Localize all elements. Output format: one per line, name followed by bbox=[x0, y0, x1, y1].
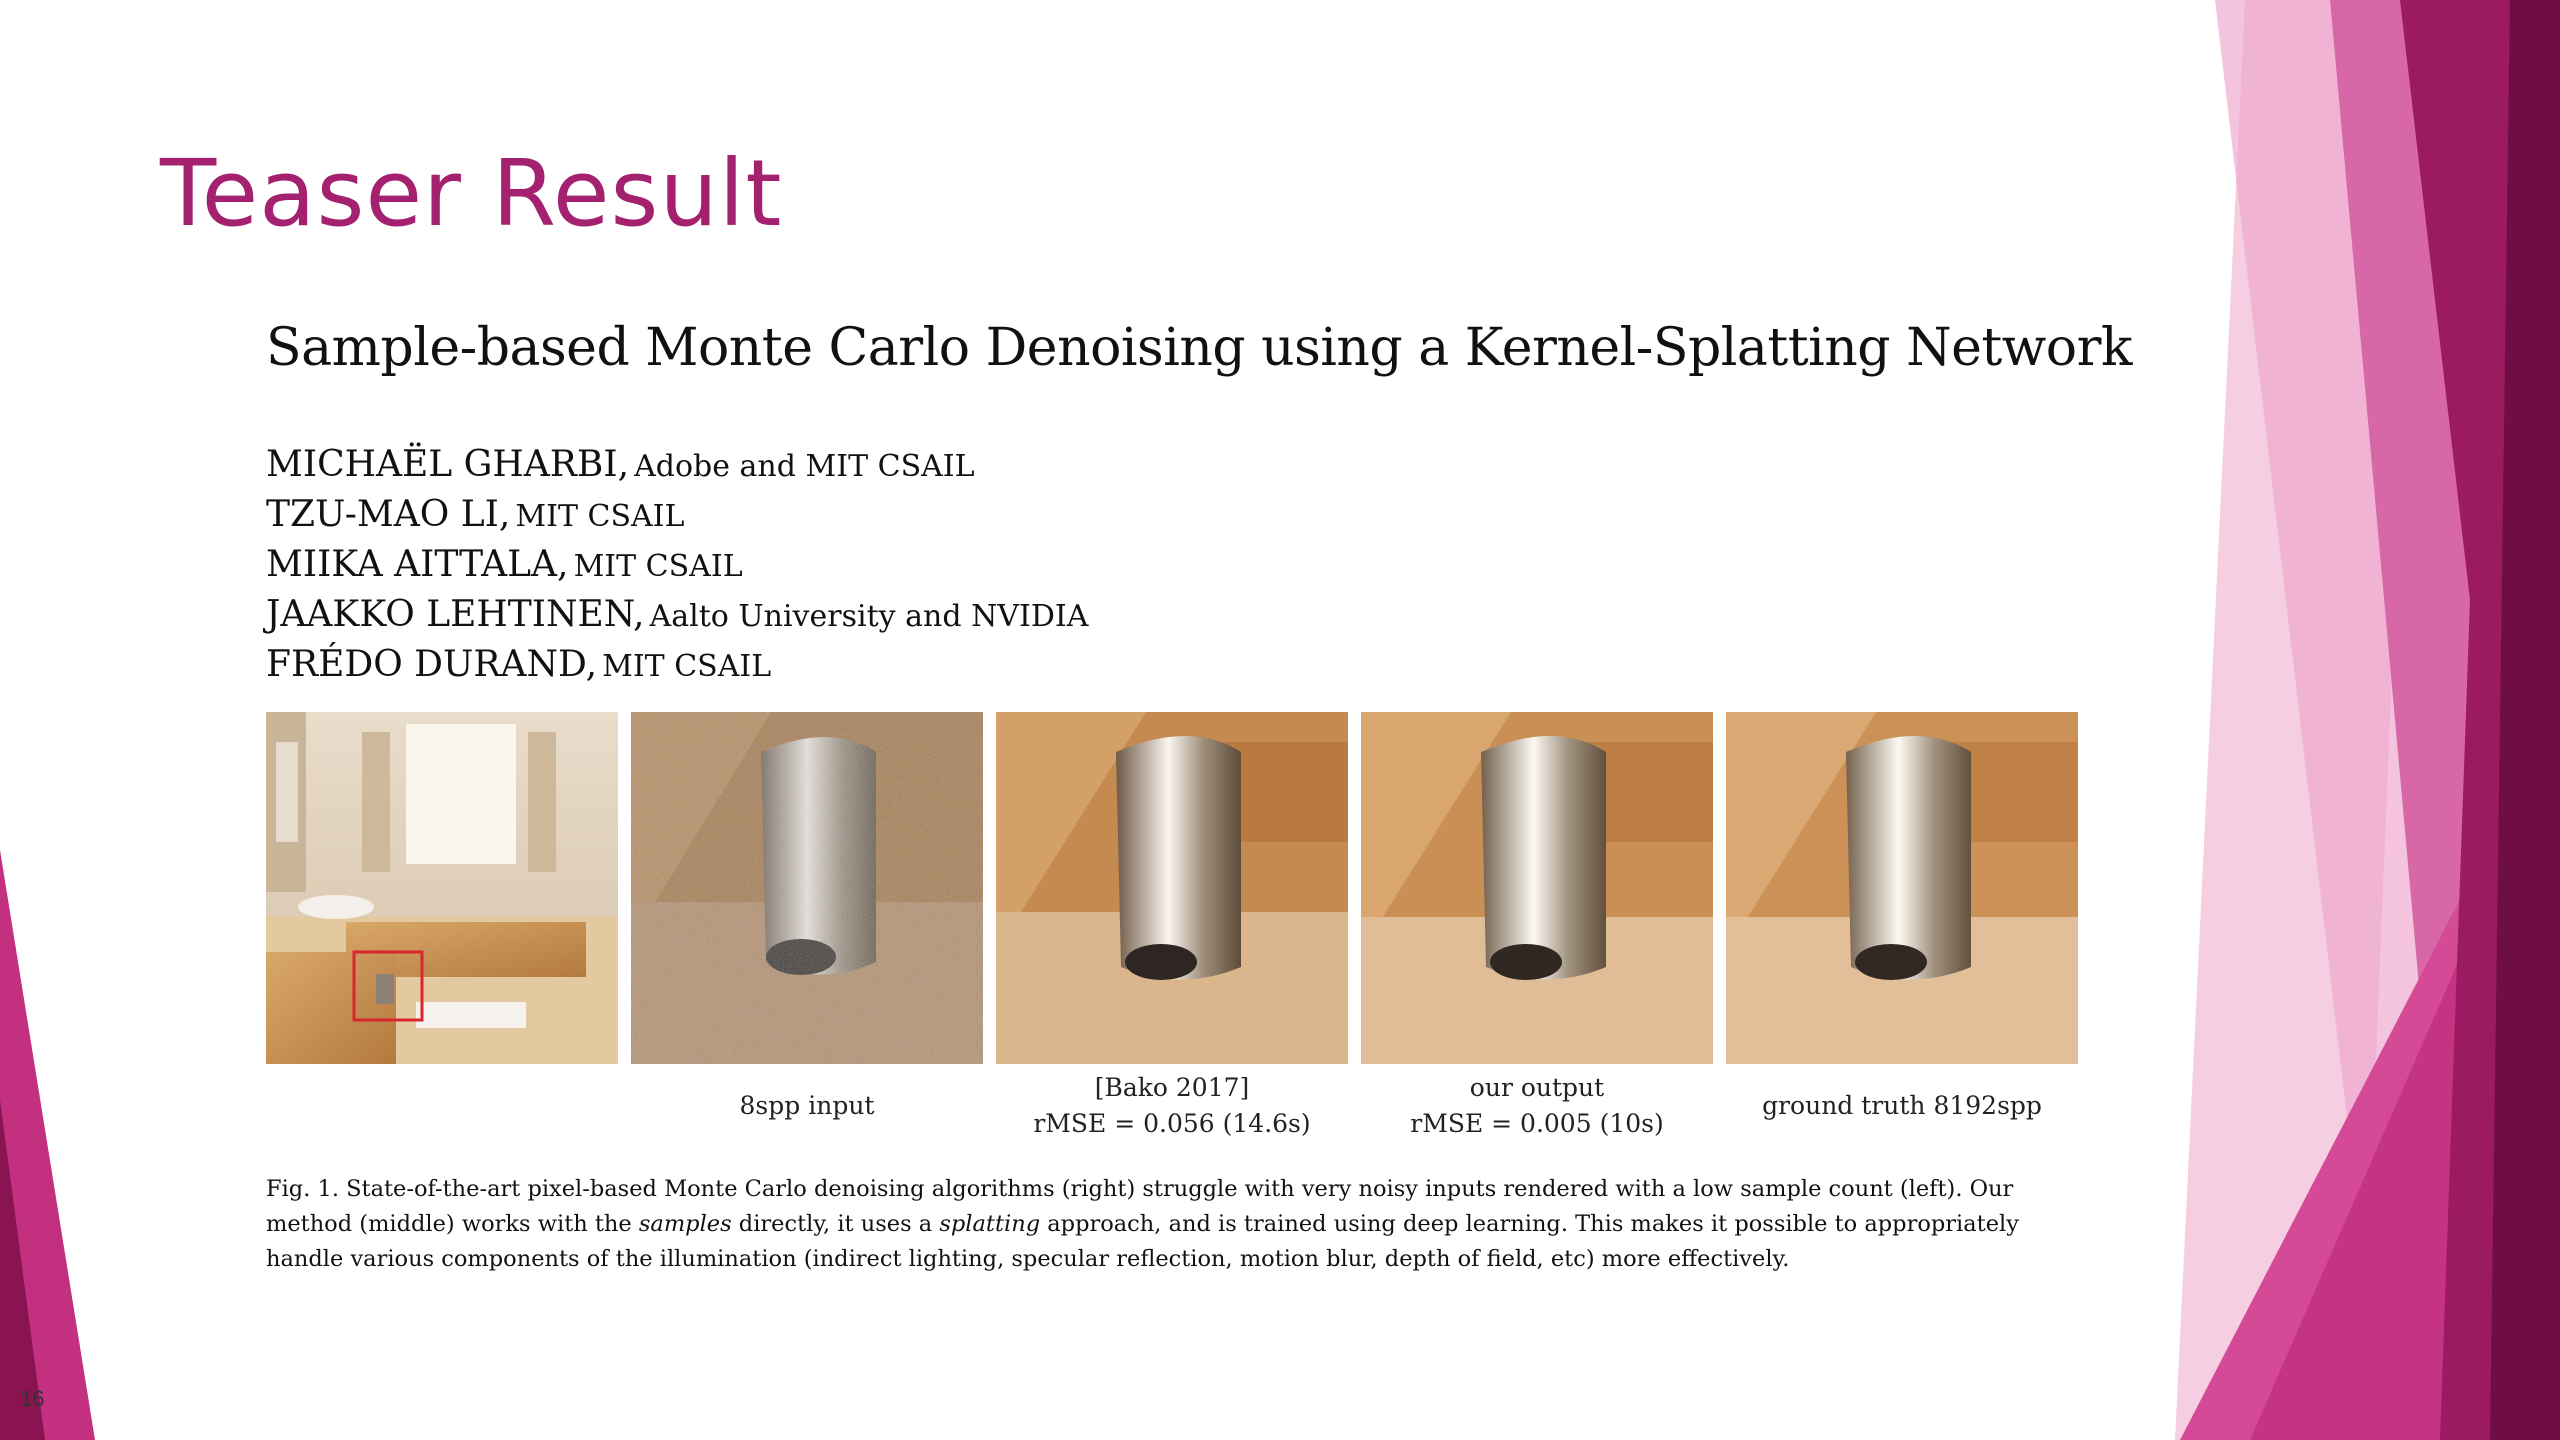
author-name: TZU-MAO LI, bbox=[266, 494, 511, 535]
author-name: MICHAËL GHARBI, bbox=[266, 444, 630, 485]
figure-caption bbox=[266, 1172, 2078, 1277]
author-line bbox=[266, 490, 1088, 540]
caption-emphasis: samples bbox=[638, 1211, 732, 1237]
ground-truth-image bbox=[1726, 712, 2078, 1064]
author-line bbox=[266, 590, 1088, 640]
author-list bbox=[266, 440, 1088, 690]
panel-caption-ground-truth bbox=[1726, 1088, 2078, 1124]
author-line bbox=[266, 540, 1088, 590]
caption-text: directly, it uses a bbox=[731, 1211, 940, 1237]
caption-text: approach, and is trained using deep learning. This makes it possible to appropriately bbox=[1040, 1211, 2019, 1237]
author-affiliation: MIT CSAIL bbox=[573, 549, 743, 584]
our-output-image bbox=[1361, 712, 1713, 1064]
panel-caption-input bbox=[631, 1088, 983, 1124]
teaser-figure bbox=[266, 712, 2078, 1064]
author-affiliation: Adobe and MIT CSAIL bbox=[634, 449, 975, 484]
author-line bbox=[266, 640, 1088, 690]
caption-line bbox=[266, 1207, 2078, 1242]
panel-caption-ours bbox=[1361, 1070, 1713, 1142]
author-name: MIIKA AITTALA, bbox=[266, 544, 569, 585]
caption-text: method (middle) works with the bbox=[266, 1211, 639, 1237]
panel-label: our output bbox=[1469, 1073, 1605, 1102]
panel-label: 8spp input bbox=[739, 1091, 875, 1120]
slide-number: 16 bbox=[20, 1386, 45, 1411]
bako-2017-result-image bbox=[996, 712, 1348, 1064]
panel-label: [Bako 2017] bbox=[1094, 1073, 1250, 1102]
paper-title: Sample-based Monte Carlo Denoising using a Kernel-Splatting Network bbox=[266, 318, 2132, 378]
caption-line: handle various components of the illumination (indirect lighting, specular reflection, motion blur, depth of field, etc) more effectively. bbox=[266, 1246, 1790, 1272]
author-affiliation: Aalto University and NVIDIA bbox=[649, 599, 1089, 634]
panel-metric: rMSE = 0.005 (10s) bbox=[1410, 1109, 1664, 1138]
author-name: FRÉDO DURAND, bbox=[266, 644, 598, 685]
author-line bbox=[266, 440, 1088, 490]
caption-emphasis: splatting bbox=[939, 1211, 1041, 1237]
author-affiliation: MIT CSAIL bbox=[602, 649, 772, 684]
author-name: JAAKKO LEHTINEN, bbox=[266, 594, 645, 635]
noisy-input-image bbox=[631, 712, 983, 1064]
bathroom-scene-image bbox=[266, 712, 618, 1064]
author-affiliation: MIT CSAIL bbox=[515, 499, 685, 534]
slide-title: Teaser Result bbox=[160, 140, 783, 247]
caption-line: Fig. 1. State-of-the-art pixel-based Monte Carlo denoising algorithms (right) struggle with very noisy inputs rendered with a low sample count (left). Our bbox=[266, 1176, 2014, 1202]
panel-label: ground truth 8192spp bbox=[1762, 1091, 2042, 1120]
panel-caption-bako bbox=[996, 1070, 1348, 1142]
panel-metric: rMSE = 0.056 (14.6s) bbox=[1033, 1109, 1311, 1138]
